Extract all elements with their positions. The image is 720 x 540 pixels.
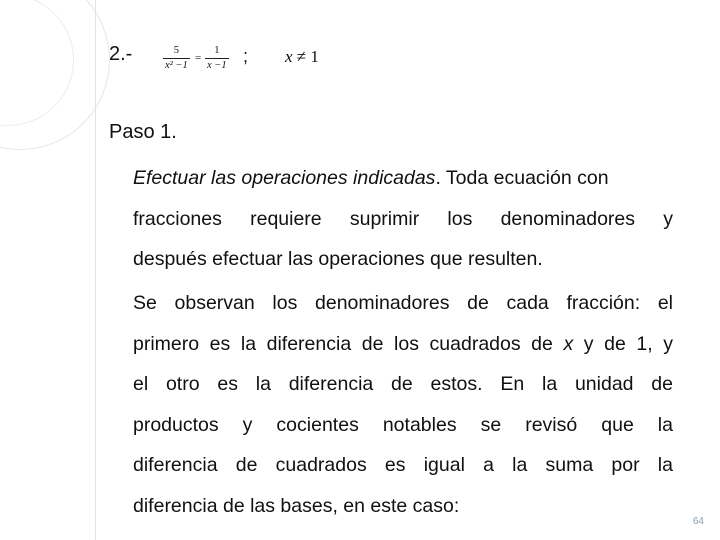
paragraph-2-line-4: productos y cocientes notables se revisó que la <box>133 413 673 436</box>
variable-x: x <box>563 332 574 355</box>
equals-sign: = <box>195 52 202 64</box>
paragraph-2-line-6: diferencia de las bases, en este caso: <box>133 494 460 517</box>
fraction-right-numerator: 1 <box>214 45 220 56</box>
fraction-left <box>163 45 190 72</box>
paragraph-2-line-3: el otro es la diferencia de estos. En la unidad de <box>133 373 673 396</box>
paragraph-2 <box>133 283 673 527</box>
fraction-left-bar <box>163 58 190 59</box>
paragraph-1-line-1 <box>133 158 673 199</box>
decorative-vertical-line <box>95 0 96 540</box>
paragraph-2-line-2-a: primero es la diferencia de los cuadrados de <box>133 332 564 355</box>
paragraph-2-line-5: diferencia de cuadrados es igual a la suma por la <box>133 454 673 477</box>
paragraph-2-line-1: Se observan los denominadores de cada fracción: el <box>133 292 673 314</box>
paragraph-1 <box>133 158 673 280</box>
fraction-left-denominator: x² −1 <box>165 60 188 71</box>
page-number: 64 <box>692 516 704 527</box>
emphasis-text: Efectuar las operaciones indicadas <box>133 167 436 189</box>
step-title: Paso 1. <box>109 121 177 143</box>
problem-number: 2.- <box>109 43 133 65</box>
fraction-right-bar <box>205 58 229 59</box>
paragraph-1-line-3: después efectuar las operaciones que resulten. <box>133 248 543 271</box>
fraction-left-numerator: 5 <box>173 45 180 56</box>
fraction-right-denominator: x −1 <box>207 60 227 71</box>
fraction-right <box>205 45 229 72</box>
paragraph-2-line-2-b: y de 1, y <box>573 332 674 355</box>
paragraph-2-line-2 <box>133 324 673 365</box>
condition-variable: x <box>285 47 293 66</box>
condition-rest: ≠ 1 <box>292 47 319 66</box>
equation-condition <box>285 47 319 67</box>
paragraph-1-line-2: fracciones requiere suprimir los denominadores y <box>133 207 673 230</box>
equation-separator: ; <box>243 46 249 66</box>
paragraph-1-line-1-rest: . Toda ecuación con <box>435 167 609 189</box>
